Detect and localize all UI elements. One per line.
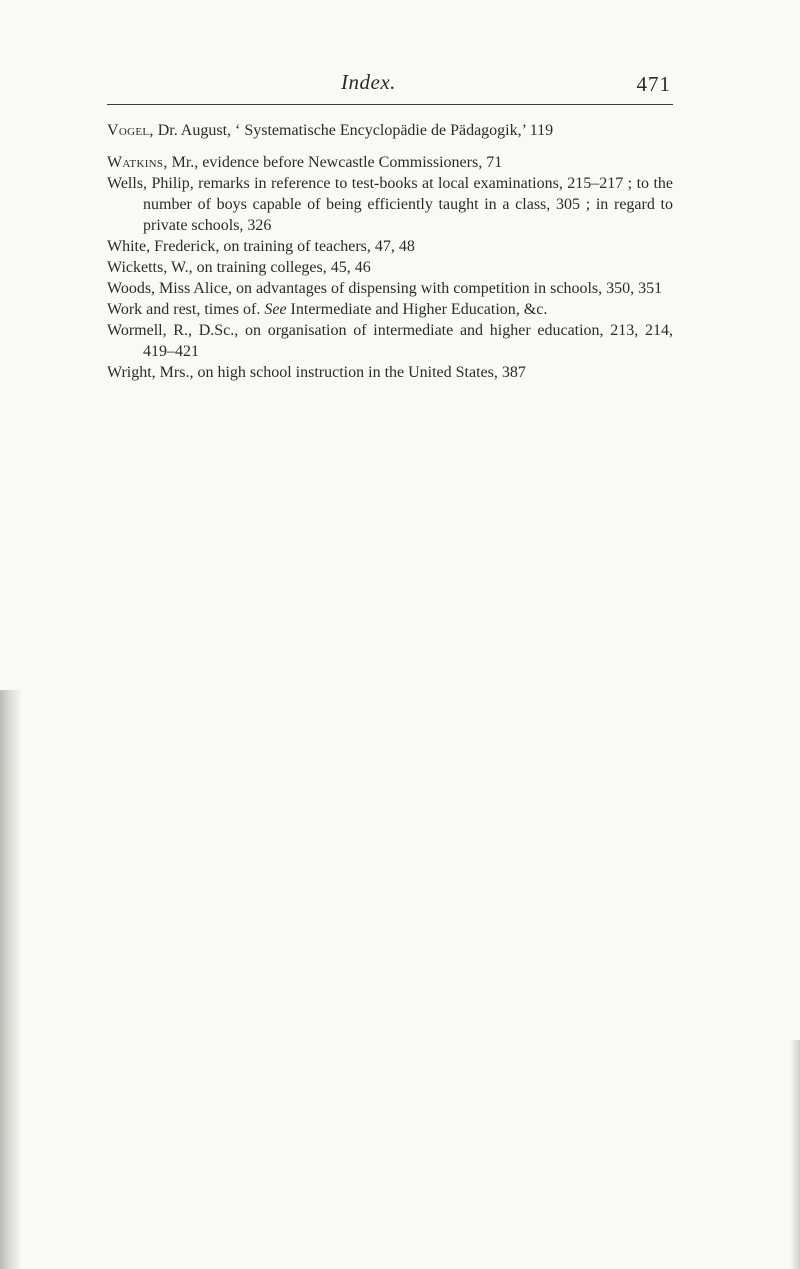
entry-text: Wells, Philip, remarks in reference to test-books at local examinations, 215–217 ; to the number of boys capable of being efficiently taught in a class, 305 ; in regard to private schools, 326: [107, 175, 673, 234]
index-entry-wells: [107, 173, 673, 236]
index-entry-wright: [107, 362, 673, 383]
entry-text: Dr. August, ‘ Systematische Encyclopädie de Pädagogik,’ 119: [153, 122, 554, 139]
index-entry-wicketts: [107, 257, 673, 278]
page-edge-shadow-right: [790, 1040, 800, 1269]
index-entry-work-and-rest: [107, 299, 673, 320]
page-number: 471: [636, 72, 671, 96]
entry-text: Wormell, R., D.Sc., on organisation of intermediate and higher education, 213, 214, 419–421: [107, 322, 673, 360]
entry-text: Mr., evidence before Newcastle Commissioners, 71: [167, 154, 503, 171]
header-rule: [107, 104, 673, 105]
see-reference: See: [264, 301, 287, 318]
header-title: Index.: [341, 70, 396, 94]
entry-text: Wicketts, W., on training colleges, 45, 46: [107, 259, 371, 276]
letter-section-gap: [107, 141, 673, 152]
entry-name: Watkins,: [107, 154, 168, 171]
page-edge-shadow-left: [0, 690, 22, 1269]
entry-text: Intermediate and Higher Education, &c.: [286, 301, 548, 318]
entry-text: White, Frederick, on training of teachers, 47, 48: [107, 238, 415, 255]
entry-text: Woods, Miss Alice, on advantages of dispensing with competition in schools, 350, 351: [107, 280, 663, 297]
index-entry-wormell: [107, 320, 673, 362]
index-entries: [107, 120, 673, 383]
index-entry-white: [107, 236, 673, 257]
index-page: [107, 70, 673, 383]
entry-text: Work and rest, times of.: [107, 301, 265, 318]
entry-name: Vogel,: [107, 122, 154, 139]
index-entry-vogel: [107, 120, 673, 141]
entry-text: Wright, Mrs., on high school instruction in the United States, 387: [107, 364, 526, 381]
index-entry-watkins: [107, 152, 673, 173]
running-header: [107, 70, 673, 104]
index-entry-woods: [107, 278, 673, 299]
